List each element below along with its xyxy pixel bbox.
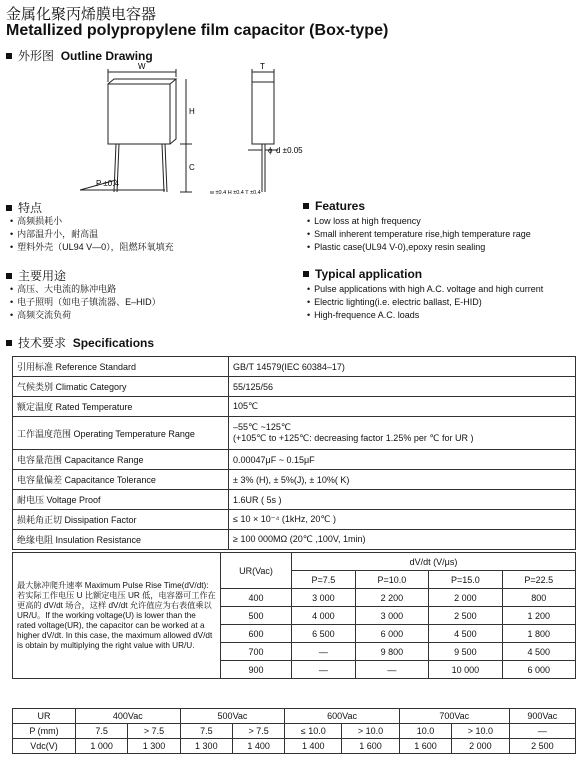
features-cn-list: [10, 215, 174, 254]
spec-label: 额定温度 Rated Temperature: [13, 397, 229, 417]
vdc-table: [12, 708, 576, 754]
list-item: • Plastic case(UL94 V-0),epoxy resin sealing: [307, 241, 531, 254]
table-row: 900 — — 10 000 6 000: [13, 661, 576, 679]
spec-value: GB/T 14579(IEC 60384–17): [229, 357, 576, 377]
capacitor-side-face: [170, 79, 176, 144]
dvdt-header: dV/dt (V/μs): [292, 553, 576, 571]
title-chinese: 金属化聚丙烯膜电容器: [6, 6, 157, 23]
table-row: [13, 553, 576, 571]
ur-header: UR(Vac): [221, 553, 292, 589]
list-item: • Pulse applications with high A.C. voltage and high current: [307, 283, 543, 296]
title-english: Metallized polypropylene film capacitor (Box-type): [6, 22, 389, 39]
label-d-tolerance: d ±0.05: [276, 146, 303, 155]
p-header: P=22.5: [502, 571, 575, 589]
features-en-heading: Features: [303, 199, 365, 213]
table-row: 400 3 000 2 200 2 000 800: [13, 589, 576, 607]
label-w: W: [138, 62, 146, 71]
square-bullet-icon: [303, 271, 309, 277]
application-en-list: [307, 283, 543, 322]
spec-label: 损耗角正切 Dissipation Factor: [13, 510, 229, 530]
list-item: • 塑料外壳（UL94 V—0），阻燃环氧填充: [10, 241, 174, 254]
spec-value: 55/125/56: [229, 377, 576, 397]
list-item: • 内部温升小，耐高温: [10, 228, 174, 241]
table-row: [13, 357, 576, 377]
table-row: [13, 377, 576, 397]
list-item: • 电子照明（如电子镇流器、E–HID）: [10, 296, 161, 309]
table-row: [13, 417, 576, 450]
p-label: P (mm): [13, 724, 76, 739]
table-row: [13, 510, 576, 530]
application-en-heading: Typical application: [303, 267, 422, 281]
table-row: 500 4 000 3 000 2 500 1 200: [13, 607, 576, 625]
pulse-rise-description: 最大脉冲爬升速率 Maximum Pulse Rise Time(dV/dt): 若实际工作电压 U 比额定电压 UR 低，电容器可工作在更高的 dV/dt 场合，这样 dV/dt 允许值应为右表值乘以 UR/U。If the working voltage(U) is lower than the rated voltage(UR), the capacitor can be worked at a higher dV/dt. In this case, the maximum allowed dV/dt is obtain by multiplying the right value with UR/U.: [13, 553, 221, 679]
voltage-group: 600Vac: [285, 709, 400, 724]
table-row: [13, 450, 576, 470]
table-row: [13, 709, 576, 724]
spec-value: ≤ 10 × 10⁻⁴ (1kHz, 20℃ ): [229, 510, 576, 530]
table-row: P (mm) 7.5 > 7.5 7.5 > 7.5 ≤ 10.0 > 10.0 10.0 > 10.0 —: [13, 724, 576, 739]
spec-label: 耐电压 Voltage Proof: [13, 490, 229, 510]
square-bullet-icon: [6, 273, 12, 279]
label-h: H: [189, 107, 195, 116]
voltage-group: 700Vac: [399, 709, 509, 724]
ur-label: UR: [13, 709, 76, 724]
p-header: P=15.0: [429, 571, 502, 589]
list-item: • Small inherent temperature rise,high temperature rage: [307, 228, 531, 241]
spec-label: 绝缘电阻 Insulation Resistance: [13, 530, 229, 550]
application-cn-list: [10, 283, 161, 322]
spec-value: 105℃: [229, 397, 576, 417]
square-bullet-icon: [6, 340, 12, 346]
features-en-list: [307, 215, 531, 254]
label-p-tolerance: P ±0.4: [96, 179, 119, 188]
voltage-group: 400Vac: [76, 709, 181, 724]
pulse-rise-table: [12, 552, 576, 679]
spec-value: ± 3% (H), ± 5%(J), ± 10%( K): [229, 470, 576, 490]
spec-label: 工作温度范围 Operating Temperature Range: [13, 417, 229, 450]
label-c: C: [189, 163, 195, 172]
spec-value: –55℃ ~125℃ (+105℃ to +125℃: decreasing factor 1.25% per ℃ for UR ): [229, 417, 576, 450]
table-row: 600 6 500 6 000 4 500 1 800: [13, 625, 576, 643]
spec-value: 0.00047μF ~ 0.15μF: [229, 450, 576, 470]
table-row: 700 — 9 800 9 500 4 500: [13, 643, 576, 661]
spec-label: 气候类别 Climatic Category: [13, 377, 229, 397]
list-item: • 高频损耗小: [10, 215, 174, 228]
table-row: [13, 530, 576, 550]
vdc-label: Vdc(V): [13, 739, 76, 754]
outline-drawing: [0, 62, 588, 202]
capacitor-side-view: [252, 82, 274, 144]
list-item: • High-frequence A.C. loads: [307, 309, 543, 322]
p-header: P=7.5: [292, 571, 356, 589]
spec-label: 引用标准 Reference Standard: [13, 357, 229, 377]
p-header: P=10.0: [355, 571, 428, 589]
spec-label: 电容量范围 Capacitance Range: [13, 450, 229, 470]
spec-value: ≥ 100 000MΩ (20℃ ,100V, 1min): [229, 530, 576, 550]
voltage-group: 500Vac: [180, 709, 285, 724]
list-item: • 高频交流负荷: [10, 309, 161, 322]
list-item: • 高压、大电流的脉冲电路: [10, 283, 161, 296]
lead-right: [162, 144, 164, 192]
spec-label: 电容量偏差 Capacitance Tolerance: [13, 470, 229, 490]
square-bullet-icon: [6, 53, 12, 59]
capacitor-body: [108, 84, 170, 144]
drawing-tolerance-note: w ±0.4 H ±0.4 T ±0.4: [210, 190, 261, 196]
table-row: [13, 470, 576, 490]
specifications-table: [12, 356, 576, 550]
capacitor-top-face: [108, 79, 176, 84]
table-row: [13, 490, 576, 510]
list-item: • Electric lighting(i.e. electric ballast, E-HID): [307, 296, 543, 309]
features-cn-heading: 特点: [6, 199, 42, 216]
diameter-icon: ϕ: [268, 146, 273, 155]
application-cn-heading: 主要用途: [6, 267, 66, 284]
list-item: • Low loss at high frequency: [307, 215, 531, 228]
label-t: T: [260, 62, 265, 71]
table-row: [13, 397, 576, 417]
square-bullet-icon: [303, 203, 309, 209]
spec-value: 1.6UR ( 5s ): [229, 490, 576, 510]
voltage-group: 900Vac: [509, 709, 575, 724]
square-bullet-icon: [6, 205, 12, 211]
outline-heading: 外形图 Outline Drawing: [6, 47, 153, 64]
specifications-heading: 技术要求 Specifications: [6, 334, 154, 351]
table-row: Vdc(V) 1 000 1 300 1 300 1 400 1 400 1 600 1 600 2 000 2 500: [13, 739, 576, 754]
